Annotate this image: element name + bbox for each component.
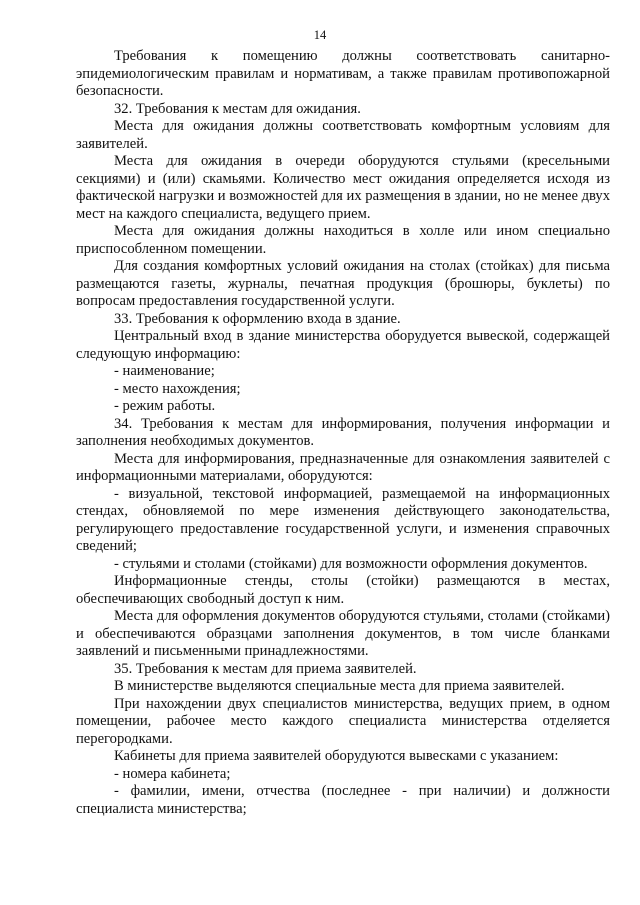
paragraph: Центральный вход в здание министерства оборудуется вывеской, содержащей следующую информацию: [76,328,610,362]
page-number: 14 [313,28,327,42]
list-item: - фамилии, имени, отчества (последнее - при наличии) и должности специалиста министерства; [76,783,610,817]
list-item: - визуальной, текстовой информацией, размещаемой на информационных стендах, обновляемой по мере изменения действующего законодательства, регулирующего предоставление государственной услуги, и изменения справочных сведений; [76,485,610,554]
list-item: - место нахождения; [114,380,241,397]
section-heading: 33. Требования к оформлению входа в здание. [114,310,401,327]
list-item: - наименование; [114,363,215,379]
list-item: - стульями и столами (стойками) для возможности оформления документов. [114,555,588,572]
paragraph: При нахождении двух специалистов министерства, ведущих прием, в одном помещении, рабочее место каждого специалиста министерства отделяется перегородками. [76,695,610,747]
paragraph: Требования к помещению должны соответствовать санитарно-эпидемиологическим правилам и нормативам, а также правилам противопожарной безопасности. [76,48,610,99]
paragraph: Места для оформления документов оборудуются стульями, столами (стойками) и обеспечиваются образцами заполнения документов, в том числе бланками заявлений и письменными принадлежностями. [76,608,610,659]
paragraph: Кабинеты для приема заявителей оборудуются вывесками с указанием: [114,748,559,764]
list-item: - режим работы. [114,398,216,414]
list-item: - номера кабинета; [114,765,231,782]
section-heading: 34. Требования к местам для информирования, получения информации и заполнения необходимых документов. [76,415,610,449]
paragraph: Места для ожидания должны находиться в холле или ином специально приспособленном помещении. [76,223,610,257]
section-heading: 35. Требования к местам для приема заявителей. [114,660,417,677]
paragraph: Информационные стенды, столы (стойки) размещаются в местах, обеспечивающих свободный доступ к ним. [76,573,610,607]
section-heading: 32. Требования к местам для ожидания. [114,100,361,117]
document-body [76,48,610,818]
paragraph: Места для ожидания в очереди оборудуются стульями (кресельными секциями) и (или) скамьями. Количество мест ожидания определяется исходя из фактической нагрузки и возможностей для их размещения в здании, но не менее двух мест на каждого специалиста, ведущего прием. [76,153,610,222]
paragraph: Места для ожидания должны соответствовать комфортным условиям для заявителей. [76,118,610,152]
paragraph: Для создания комфортных условий ожидания на столах (стойках) для письма размещаются газеты, журналы, печатная продукция (брошюры, буклеты) по вопросам предоставления государственной услуги. [76,258,610,309]
paragraph: Места для информирования, предназначенные для ознакомления заявителей с информационными материалами, оборудуются: [76,450,610,484]
paragraph: В министерстве выделяются специальные места для приема заявителей. [114,678,565,694]
